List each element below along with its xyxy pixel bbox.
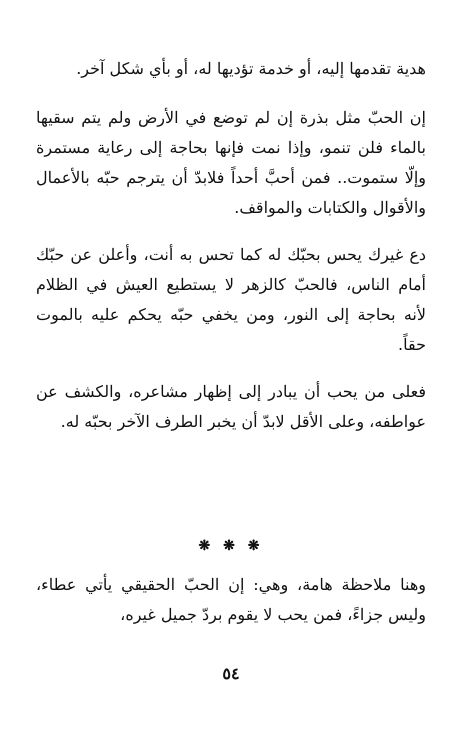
paragraph-2: إن الحبّ مثل بذرة إن لم توضع في الأرض ولم يتم سقيها بالماء فلن تنمو، وإذا نمت فإنها بحاجة إلى رعاية مستمرة وإلّا ستموت.. فمن أحبَّ أحداً فلابدّ أن يترجم حبّه بالأعمال والأقوال والكتابات والمواقف. — [36, 108, 426, 217]
paragraph-1: هدية تقدمها إليه، أو خدمة تؤديها له، أو بأي شكل آخر. — [76, 59, 426, 78]
section-separator: ❋ ❋ ❋ — [198, 538, 264, 554]
paragraph-5: وهنا ملاحظة هامة، وهي: إن الحبّ الحقيقي يأتي عطاء، وليس جزاءً، فمن يحب لا يقوم بردّ جميل غيره، — [36, 575, 426, 624]
paragraph-3: دع غيرك يحس بحبّك له كما تحس به أنت، وأعلن عن حبّك أمام الناس، فالحبّ كالزهر لا يستطيع العيش في الظلام لأنه بحاجة إلى النور، ومن يخفي حبّه يحكم عليه بالموت حقاً. — [36, 245, 426, 354]
paragraph-4: فعلى من يحب أن يبادر إلى إظهار مشاعره، والكشف عن عواطفه، وعلى الأقل لابدّ أن يخبر الطرف الآخر بحبّه له. — [36, 382, 426, 431]
page-number: ٥٤ — [222, 664, 240, 683]
